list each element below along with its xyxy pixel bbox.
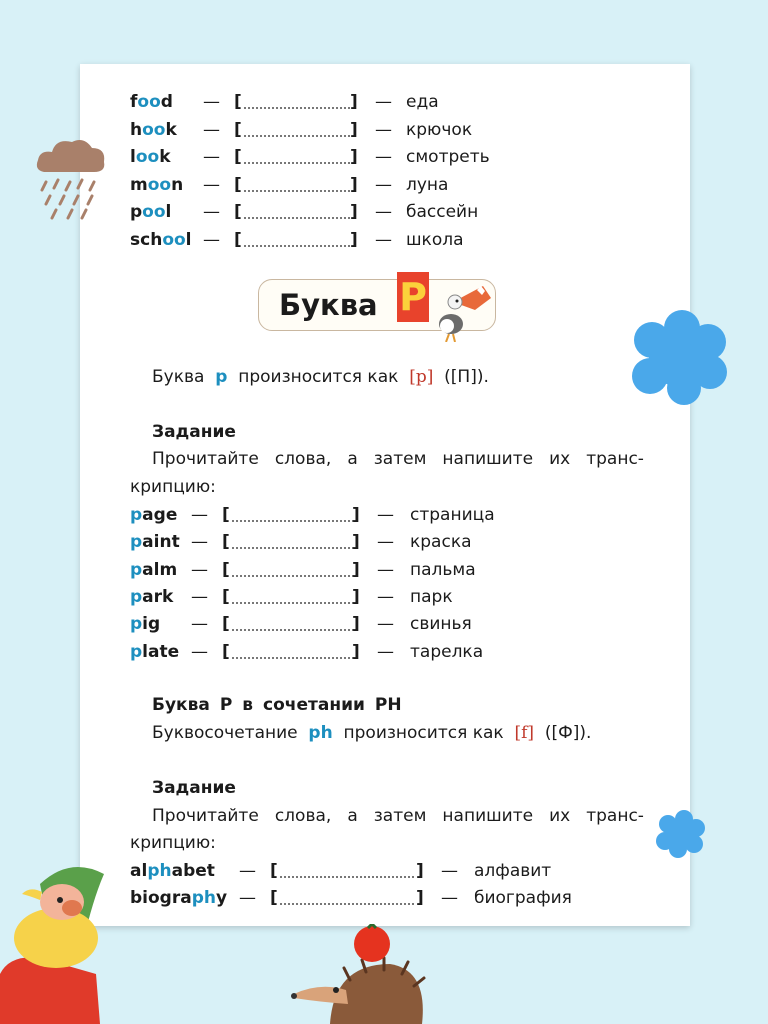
bracket-close: ] (352, 641, 360, 662)
transcription-blank (232, 602, 354, 604)
bracket-open: [ (222, 532, 230, 553)
dash: — (239, 861, 256, 881)
bracket-close: ] (352, 505, 360, 525)
translation: смотреть (406, 147, 490, 167)
word (130, 639, 179, 665)
word (130, 199, 171, 225)
bracket-close: ] (352, 532, 360, 553)
dash: — (203, 119, 220, 140)
pelican-icon (431, 280, 493, 342)
task1-heading: Задание (152, 422, 236, 442)
word-row (130, 529, 510, 555)
word-part: age (142, 505, 178, 525)
dash: — (441, 861, 458, 881)
bracket-close: ] (352, 614, 360, 635)
transcription-blank (244, 107, 350, 109)
task1-instruction-line1 (152, 446, 644, 473)
dash: — (377, 641, 394, 662)
word-part: l (165, 202, 172, 222)
translation: парк (410, 586, 453, 607)
bracket-open: [ (234, 229, 242, 250)
transcription-blank (244, 217, 350, 219)
word-row (130, 117, 490, 143)
bracket-open: [ (234, 147, 242, 167)
bracket-close: ] (416, 888, 424, 908)
bracket-close: ] (350, 174, 358, 195)
bracket-close: ] (350, 119, 358, 140)
dash: — (377, 559, 394, 580)
translation: пальма (410, 559, 476, 580)
bracket-open: [ (222, 641, 230, 662)
ph-intro-pre: Буквосочетание (152, 723, 298, 743)
word-highlight: oo (147, 174, 172, 195)
bracket-open: [ (234, 119, 242, 140)
dash: — (203, 174, 220, 195)
word-part: d (160, 92, 173, 112)
bracket-open: [ (222, 505, 230, 525)
word-part: ig (142, 614, 161, 635)
word (130, 144, 171, 170)
task2-heading: Задание (152, 778, 236, 798)
task2-instruction-line2: крипцию: (130, 833, 216, 853)
translation: бассейн (406, 202, 479, 222)
dash: — (377, 614, 394, 635)
word-row (130, 172, 490, 198)
word-part: y (215, 888, 228, 908)
word-highlight: p (130, 505, 143, 525)
word-row (130, 199, 490, 225)
word-highlight: oo (142, 202, 166, 222)
dash: — (377, 532, 394, 553)
word-highlight: p (130, 559, 143, 580)
dash: — (191, 586, 208, 607)
bracket-close: ] (352, 559, 360, 580)
word-highlight: oo (162, 229, 186, 250)
word-part: k (165, 119, 177, 140)
p-intro-russian: ([П]). (444, 367, 489, 387)
bracket-open: [ (222, 559, 230, 580)
instruction-word: Прочитайте (152, 449, 259, 469)
bracket-close: ] (350, 147, 358, 167)
word (130, 529, 180, 555)
word-part: n (171, 174, 184, 195)
bracket-open: [ (234, 202, 242, 222)
word (130, 89, 173, 115)
instruction-word: а (347, 806, 358, 826)
ph-intro-line (152, 720, 591, 747)
dash: — (375, 229, 392, 250)
dash: — (191, 559, 208, 580)
bracket-open: [ (222, 586, 230, 607)
task2-instruction-line1 (152, 803, 644, 830)
p-intro-letter: p (215, 367, 228, 387)
instruction-word: слова, (274, 449, 332, 469)
transcription-blank (232, 657, 354, 659)
dash: — (191, 641, 208, 662)
dash: — (191, 505, 208, 525)
word-part: l (130, 147, 136, 167)
word-highlight: oo (142, 119, 166, 140)
word-highlight: p (130, 532, 143, 553)
translation: крючок (406, 119, 473, 140)
translation: свинья (410, 614, 472, 635)
word-highlight: p (130, 614, 143, 635)
word-row (130, 502, 510, 528)
word-highlight: ph (191, 888, 216, 908)
translation: школа (406, 229, 464, 250)
word (130, 227, 192, 253)
dash: — (375, 92, 392, 112)
bracket-open: [ (234, 174, 242, 195)
blue-flower-small-icon (654, 810, 706, 858)
word (130, 885, 227, 911)
instruction-word: напишите (442, 449, 534, 469)
translation: страница (410, 505, 495, 525)
bracket-open: [ (270, 861, 278, 881)
letter-title-box (258, 275, 496, 331)
rain-cloud-icon (34, 134, 108, 226)
heading-word: PH (374, 695, 402, 715)
heading-word: в (242, 695, 254, 715)
hedgehog-character-icon (290, 924, 430, 1024)
word-row (130, 557, 510, 583)
word (130, 172, 183, 198)
word-part: abet (171, 861, 215, 881)
word-part: biogra (130, 888, 192, 908)
transcription-blank (244, 245, 350, 247)
word (130, 858, 215, 884)
dash: — (375, 202, 392, 222)
gnome-character-icon (0, 862, 112, 1024)
word-part: f (130, 92, 138, 112)
word-part: al (130, 861, 148, 881)
instruction-word: затем (373, 806, 427, 826)
bracket-close: ] (416, 861, 424, 881)
word-highlight: p (130, 586, 143, 607)
word-part: ark (142, 586, 174, 607)
transcription-blank (244, 135, 350, 137)
heading-word: P (219, 695, 233, 715)
instruction-word: их (549, 449, 571, 469)
translation: биография (474, 888, 572, 908)
bracket-open: [ (234, 92, 242, 112)
dash: — (203, 229, 220, 250)
transcription-blank (280, 903, 414, 905)
word-highlight: oo (135, 147, 160, 167)
bracket-close: ] (350, 92, 358, 112)
word-part: sch (130, 229, 163, 250)
instruction-word: транс- (586, 806, 644, 826)
word-highlight: ph (147, 861, 172, 881)
p-intro-transcription: [p] (409, 367, 434, 387)
transcription-blank (232, 575, 354, 577)
word-part: k (159, 147, 171, 167)
word (130, 557, 177, 583)
task1-instruction-line2: крипцию: (130, 477, 216, 497)
transcription-blank (280, 876, 414, 878)
dash: — (377, 505, 394, 525)
word (130, 584, 173, 610)
instruction-word: напишите (442, 806, 534, 826)
word-row (130, 227, 490, 253)
word-highlight: p (130, 641, 143, 662)
ph-intro-russian: ([Ф]). (544, 723, 592, 743)
translation: луна (406, 174, 449, 195)
word-part: l (185, 229, 192, 250)
dash: — (203, 147, 220, 167)
instruction-word: слова, (274, 806, 332, 826)
transcription-blank (232, 629, 354, 631)
p-intro-line (152, 364, 512, 391)
word-row (130, 584, 510, 610)
dash: — (191, 532, 208, 553)
word-row (130, 611, 510, 637)
transcription-blank (244, 162, 350, 164)
word (130, 611, 160, 637)
translation: краска (410, 532, 472, 553)
transcription-blank (232, 520, 354, 522)
word (130, 502, 177, 528)
heading-word: сочетании (263, 695, 365, 715)
letter-title-text: Буква (279, 288, 378, 322)
dash: — (441, 888, 458, 908)
word-row (130, 858, 560, 884)
p-intro-mid: произносится как (238, 367, 399, 387)
blue-flower-large-icon (622, 310, 732, 406)
ph-section-heading (152, 692, 402, 719)
instruction-word: их (549, 806, 571, 826)
word-part: late (142, 641, 180, 662)
word-row (130, 885, 572, 911)
bracket-close: ] (350, 202, 358, 222)
word-highlight: oo (137, 92, 161, 112)
word-part: aint (142, 532, 180, 553)
transcription-blank (244, 190, 350, 192)
word-row (130, 144, 490, 170)
dash: — (377, 586, 394, 607)
dash: — (203, 202, 220, 222)
bracket-close: ] (350, 229, 358, 250)
word-part: p (130, 202, 143, 222)
bracket-open: [ (222, 614, 230, 635)
ph-intro-letters: ph (308, 723, 333, 743)
instruction-word: транс- (586, 449, 644, 469)
word-part: alm (142, 559, 178, 580)
dash: — (203, 92, 220, 112)
p-intro-pre: Буква (152, 367, 205, 387)
translation: еда (406, 92, 439, 112)
ph-intro-transcription: [f] (514, 723, 535, 743)
dash: — (375, 147, 392, 167)
transcription-blank (232, 547, 354, 549)
translation: алфавит (474, 861, 552, 881)
word (130, 117, 177, 143)
bracket-open: [ (270, 888, 278, 908)
bracket-close: ] (352, 586, 360, 607)
word-row (130, 89, 490, 115)
ph-intro-mid: произносится как (343, 723, 504, 743)
letter-title-letter: P (397, 272, 429, 322)
dash: — (191, 614, 208, 635)
translation: тарелка (410, 641, 484, 662)
instruction-word: а (347, 449, 358, 469)
word-row (130, 639, 510, 665)
dash: — (239, 888, 256, 908)
dash: — (375, 174, 392, 195)
instruction-word: Прочитайте (152, 806, 259, 826)
heading-word: Буква (152, 695, 210, 715)
dash: — (375, 119, 392, 140)
word-part: h (130, 119, 143, 140)
instruction-word: затем (373, 449, 427, 469)
word-part: m (130, 174, 148, 195)
